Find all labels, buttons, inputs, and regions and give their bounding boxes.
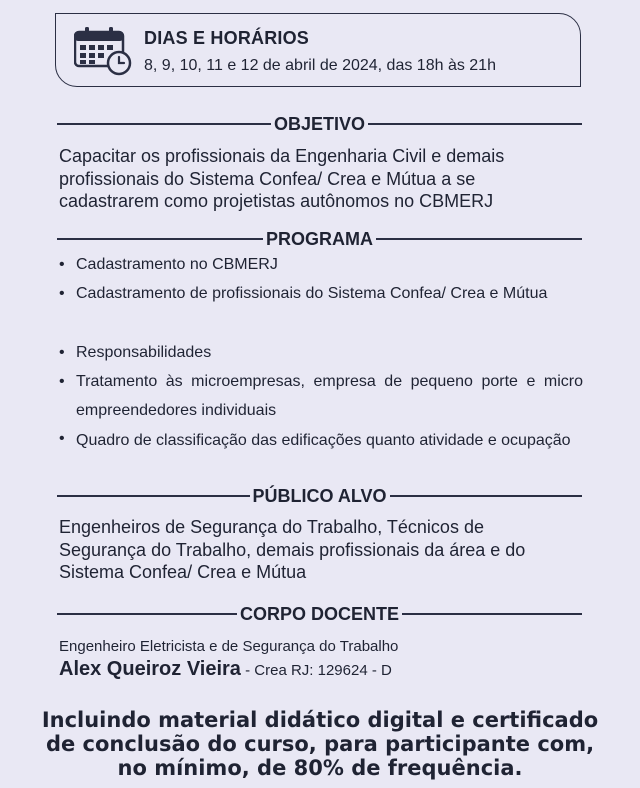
list-item-text: Cadastramento de profissionais do Sistema Confea/ Crea e Mútua <box>76 285 548 302</box>
divider-line <box>57 123 271 125</box>
footer-line: de conclusão do curso, para participante com, <box>45 732 595 756</box>
list-item-text: Quadro de classificação das edificações quanto atividade e ocupação <box>76 432 571 449</box>
bullet: • <box>59 344 65 361</box>
footer-line: Incluindo material didático digital e certificado <box>41 708 599 732</box>
divider-line <box>368 123 582 125</box>
bullet: • <box>59 430 65 447</box>
bullet: • <box>59 373 65 390</box>
programa-heading: PROGRAMA <box>266 228 373 249</box>
divider-line <box>402 613 582 615</box>
teacher-role: Engenheiro Eletricista e de Segurança do Trabalho <box>59 638 399 655</box>
programa-header <box>57 227 582 251</box>
publico-heading: PÚBLICO ALVO <box>252 485 387 506</box>
publico-line: Sistema Confea/ Crea e Mútua <box>59 562 307 582</box>
divider-line <box>57 495 250 497</box>
divider-line <box>57 238 263 240</box>
list-item <box>57 250 583 279</box>
bullet: • <box>59 256 65 273</box>
list-item-text: Cadastramento no CBMERJ <box>76 256 278 273</box>
objetivo-line: cadastrarem como projetistas autônomos no CBMERJ <box>59 191 494 211</box>
publico-header <box>57 484 582 508</box>
teacher-credential: - Crea RJ: 129624 - D <box>240 662 392 679</box>
docente-header <box>57 602 582 626</box>
objetivo-heading: OBJETIVO <box>273 113 366 134</box>
objetivo-line: Capacitar os profissionais da Engenharia Civil e demais <box>59 146 505 166</box>
objetivo-header <box>57 112 582 136</box>
divider-line <box>390 495 583 497</box>
footer-note <box>30 708 610 780</box>
divider-line <box>376 238 582 240</box>
publico-line: Engenheiros de Segurança do Trabalho, Técnicos de <box>59 517 484 537</box>
list-item <box>57 367 583 426</box>
teacher-line <box>59 658 392 681</box>
schedule-title: DIAS E HORÁRIOS <box>144 28 310 48</box>
footer-line: no mínimo, de 80% de frequência. <box>117 756 523 780</box>
list-item <box>57 426 583 453</box>
divider-line <box>57 613 237 615</box>
teacher-name: Alex Queiroz Vieira <box>59 658 241 680</box>
list-item <box>57 338 583 367</box>
list-item <box>57 279 583 338</box>
calendar-clock-icon <box>74 26 132 76</box>
objetivo-text <box>59 145 589 213</box>
objetivo-line: profissionais do Sistema Confea/ Crea e Mútua a se <box>59 168 476 189</box>
publico-text <box>59 516 589 584</box>
schedule-card <box>55 13 581 87</box>
bullet: • <box>59 285 65 302</box>
list-item-text: Responsabilidades <box>76 344 212 361</box>
programa-list <box>57 250 583 453</box>
list-item-text: Tratamento às microempresas, empresa de pequeno porte e micro empreendedores individuais <box>76 373 583 419</box>
publico-line: Segurança do Trabalho, demais profissionais da área e do <box>59 539 526 560</box>
schedule-dates: 8, 9, 10, 11 e 12 de abril de 2024, das 18h às 21h <box>144 57 496 74</box>
docente-heading: CORPO DOCENTE <box>240 603 400 624</box>
